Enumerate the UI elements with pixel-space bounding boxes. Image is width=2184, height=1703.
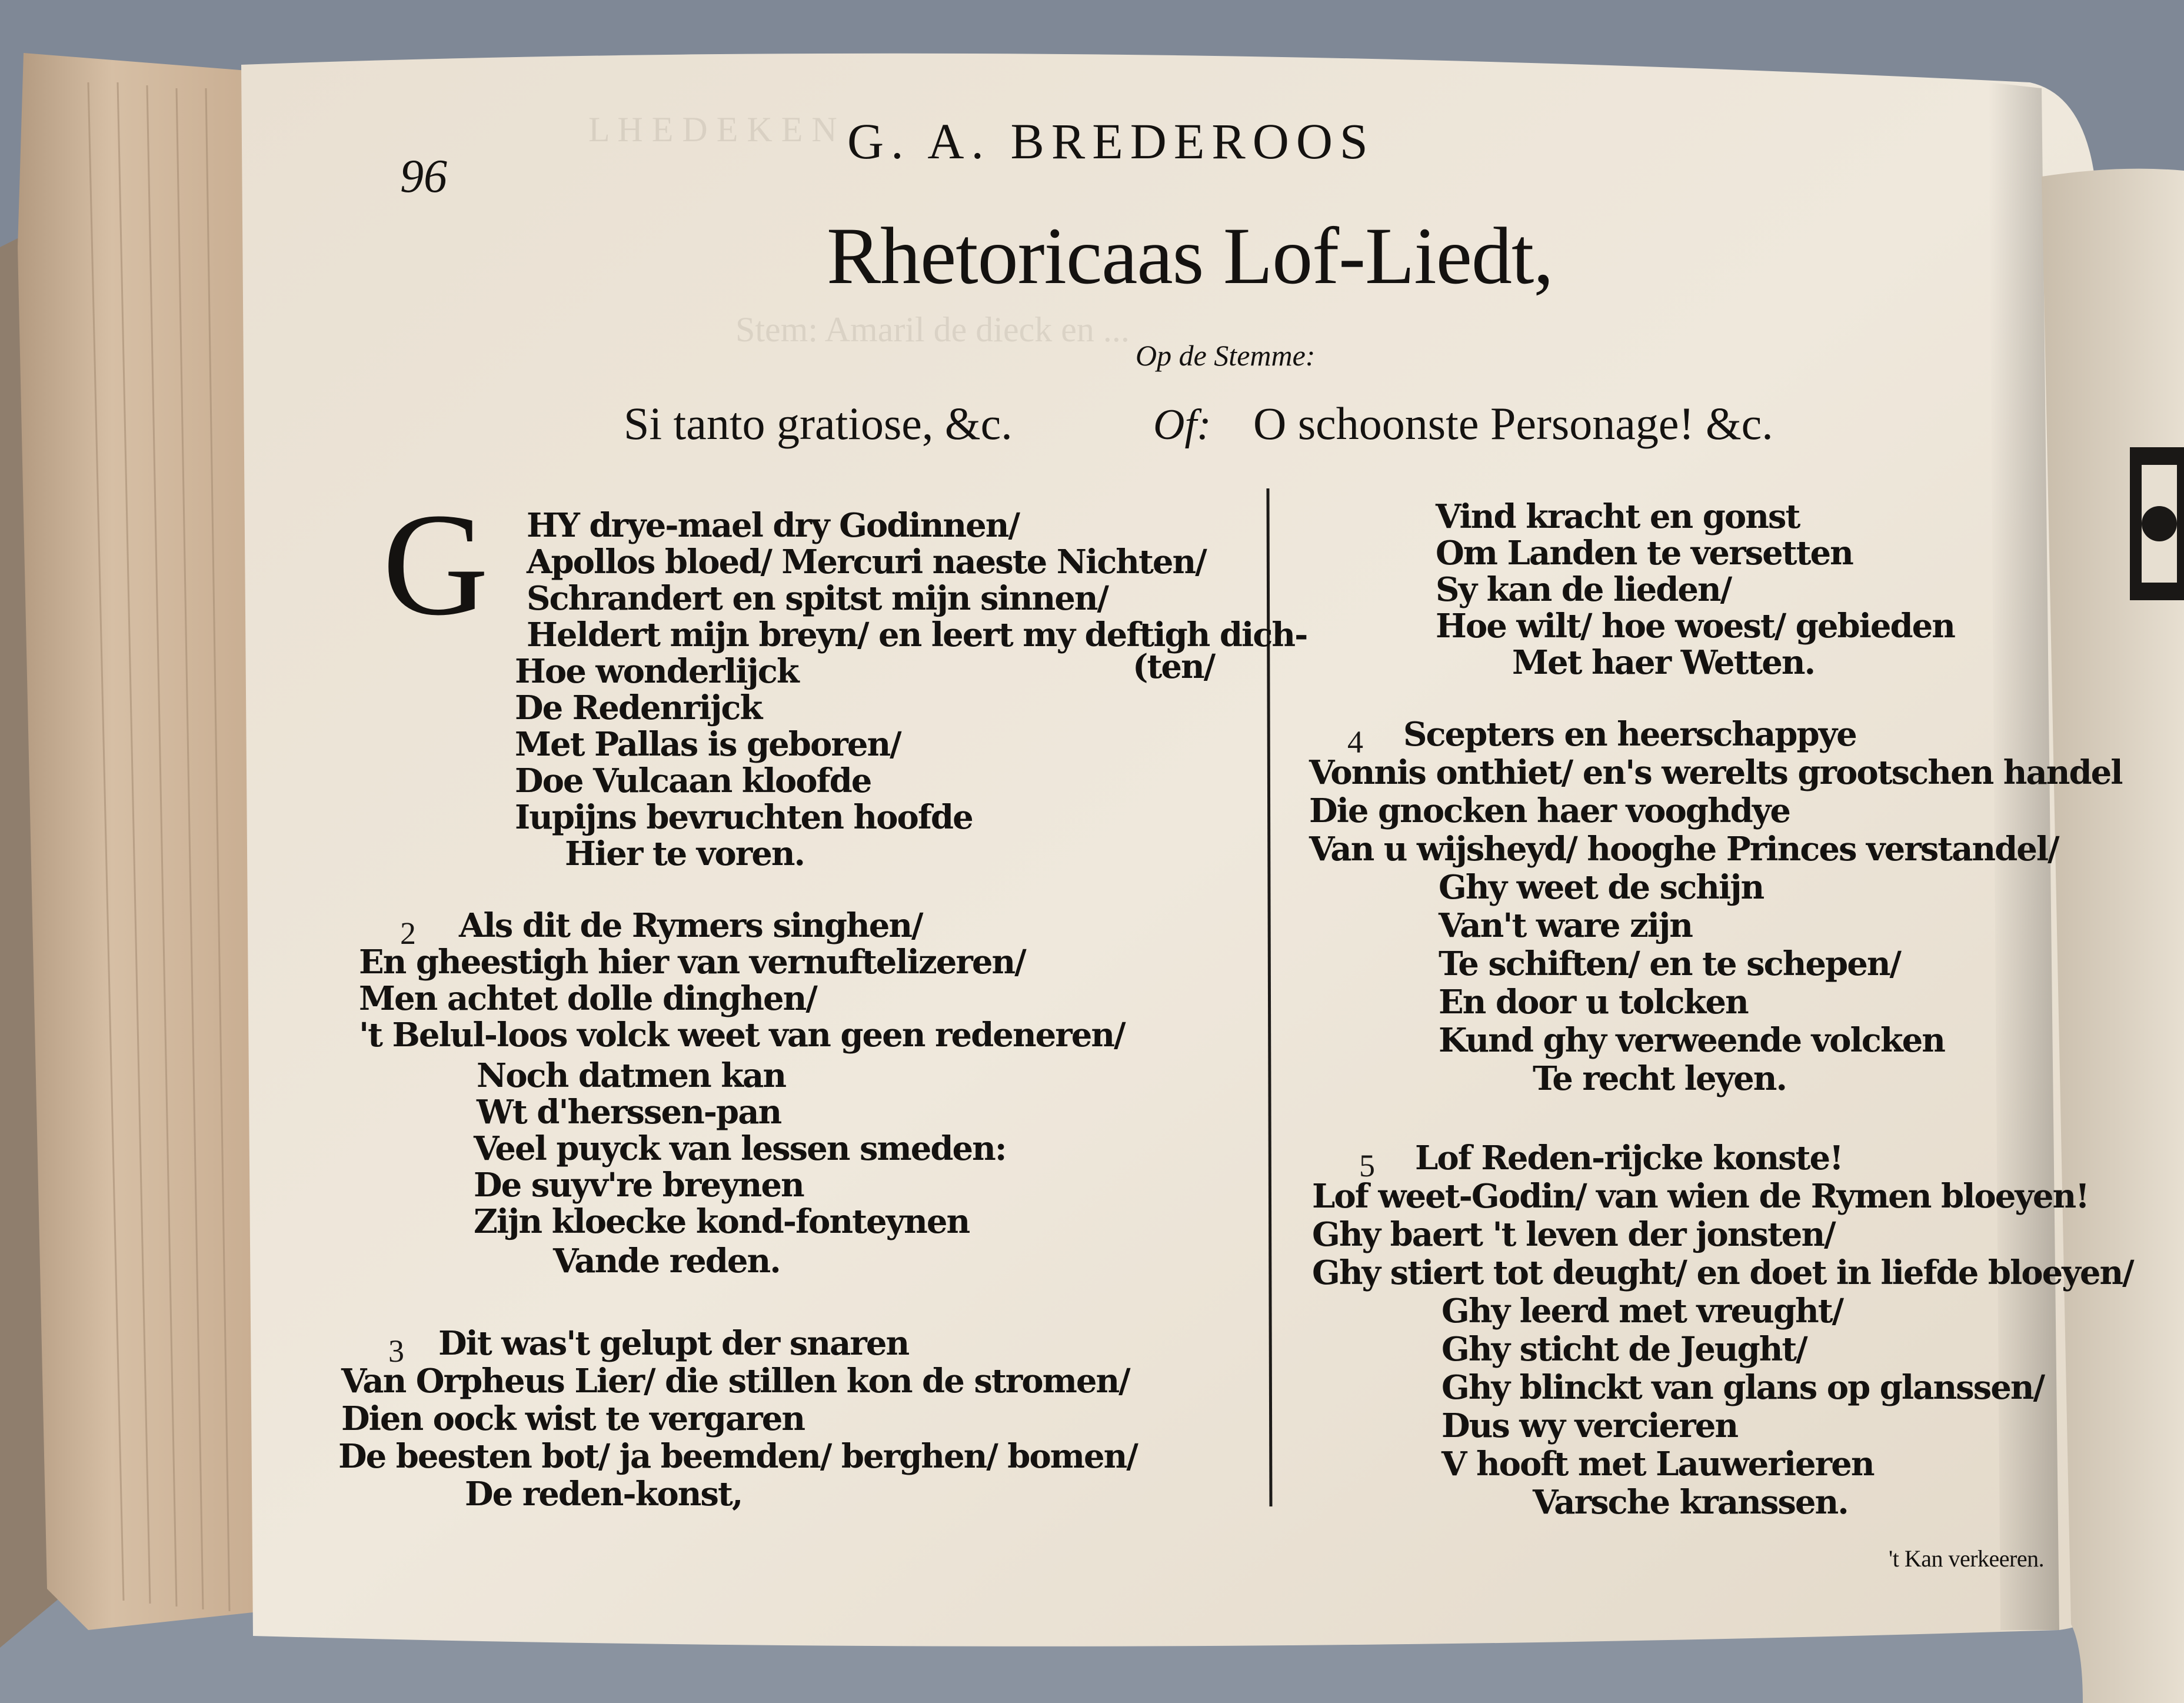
verse-line: De reden-konst, [465, 1475, 743, 1514]
verse-line: Ghy sticht de Jeught/ [1441, 1330, 1807, 1369]
verse-line: Ghy baert 't leven der jonsten/ [1312, 1215, 1835, 1254]
svg-text:L H E D E K E N: L H E D E K E N [588, 110, 837, 149]
running-head: G. A. BREDEROOS [847, 113, 1375, 169]
verse-line: Die gnocken haer vooghdye [1309, 791, 1790, 830]
verse-line: Schrandert en spitst mijn sinnen/ [527, 579, 1108, 618]
verse-line: 't Belul-loos volck weet van geen redeneren/ [359, 1016, 1125, 1055]
verse-line: Ghy blinckt van glans op glanssen/ [1441, 1368, 2045, 1407]
poem-title: Rhetoricaas Lof-Liedt, [827, 211, 1553, 301]
svg-text:Stem: Amaril de dieck en ...: Stem: Amaril de dieck en ... [735, 310, 1130, 349]
verse-line: Met haer Wetten. [1512, 643, 1815, 682]
stanza-number: 3 [388, 1333, 404, 1369]
verse-line: Om Landen te versetten [1436, 534, 1853, 573]
verse-line: Wt d'herssen-pan [477, 1093, 781, 1132]
stanza-number: 4 [1347, 724, 1363, 760]
verse-line: Dien oock wist te vergaren [341, 1399, 805, 1438]
verse-line: Vind kracht en gonst [1436, 497, 1800, 536]
verse-line: De beesten bot/ ja beemden/ berghen/ bomen/ [338, 1437, 1137, 1476]
verse-line: Met Pallas is geboren/ [515, 725, 901, 764]
verse-line: Apollos bloed/ Mercuri naeste Nichten/ [527, 543, 1206, 581]
verse-line: Men achtet dolle dinghen/ [359, 979, 817, 1018]
verse-line: Iupijns bevruchten hoofde [515, 798, 973, 837]
verse-line: Dus wy vercieren [1441, 1406, 1738, 1445]
verse-line: Van Orpheus Lier/ die stillen kon de stromen/ [341, 1362, 1130, 1401]
tune-separator: Of: [1153, 401, 1211, 449]
verse-line: Ghy stiert tot deught/ en doet in liefde bloeyen/ [1312, 1253, 2133, 1292]
verse-line: Lof weet-Godin/ van wien de Rymen bloeyen! [1312, 1177, 2089, 1216]
verse-line: Zijn kloecke kond-fonteynen [474, 1202, 970, 1241]
tune-two: O schoonste Personage! &c. [1253, 398, 1773, 449]
verse-line: Varsche kranssen. [1533, 1483, 1848, 1522]
verse-line: Veel puyck van lessen smeden: [474, 1129, 1006, 1168]
verse-line: De suyv're breynen [474, 1166, 804, 1205]
verse-line: Kund ghy verweende volcken [1439, 1021, 1945, 1060]
verse-line: Vonnis onthiet/ en's werelts grootschen handel [1309, 753, 2122, 792]
verse-line: Vande reden. [553, 1242, 780, 1280]
stanza-number: 5 [1359, 1148, 1375, 1183]
verse-line: Ghy weet de schijn [1439, 868, 1764, 907]
verse-line: Hier te voren. [565, 834, 805, 873]
verse-line: Lof Reden-rijcke konste! [1415, 1139, 1843, 1178]
verse-line: Hoe wonderlijck [515, 652, 798, 691]
verse-line: Scepters en heerschappye [1403, 715, 1856, 754]
drop-cap: G [382, 483, 489, 646]
verse-line: Sy kan de lieden/ [1436, 570, 1732, 609]
catchword: 't Kan verkeeren. [1889, 1545, 2045, 1572]
verse-line: Van't ware zijn [1439, 906, 1692, 945]
verse-line: Noch datmen kan [477, 1056, 786, 1095]
turnover-line: (ten/ [1133, 647, 1215, 686]
stanza-number: 2 [400, 916, 416, 951]
page-number: 96 [400, 151, 447, 202]
verse-line: En gheestigh hier van vernuftelizeren/ [359, 943, 1026, 982]
verse-line: En door u tolcken [1439, 983, 1748, 1022]
verse-line: Heldert mijn breyn/ en leert my deftigh dich- [527, 616, 1307, 654]
verse-line: V hooft met Lauwerieren [1441, 1445, 1874, 1484]
tune-one: Si tanto gratiose, &c. [624, 398, 1013, 449]
verse-line: Hoe wilt/ hoe woest/ gebieden [1436, 607, 1955, 646]
tune-label: Op de Stemme: [1136, 339, 1316, 372]
verse-line: Doe Vulcaan kloofde [515, 761, 871, 800]
verse-line: Ghy leerd met vreught/ [1441, 1292, 1843, 1331]
verse-line: Als dit de Rymers singhen/ [459, 906, 923, 945]
verse-line: HY drye-mael dry Godinnen/ [527, 506, 1019, 545]
verse-line: Te recht leyen. [1533, 1059, 1786, 1098]
verse-line: Te schiften/ en te schepen/ [1439, 944, 1900, 983]
verse-line: De Redenrijck [515, 688, 762, 727]
verse-line: Van u wijsheyd/ hooghe Princes verstandel/ [1309, 830, 2059, 869]
verse-line: Dit was't gelupt der snaren [438, 1324, 909, 1363]
